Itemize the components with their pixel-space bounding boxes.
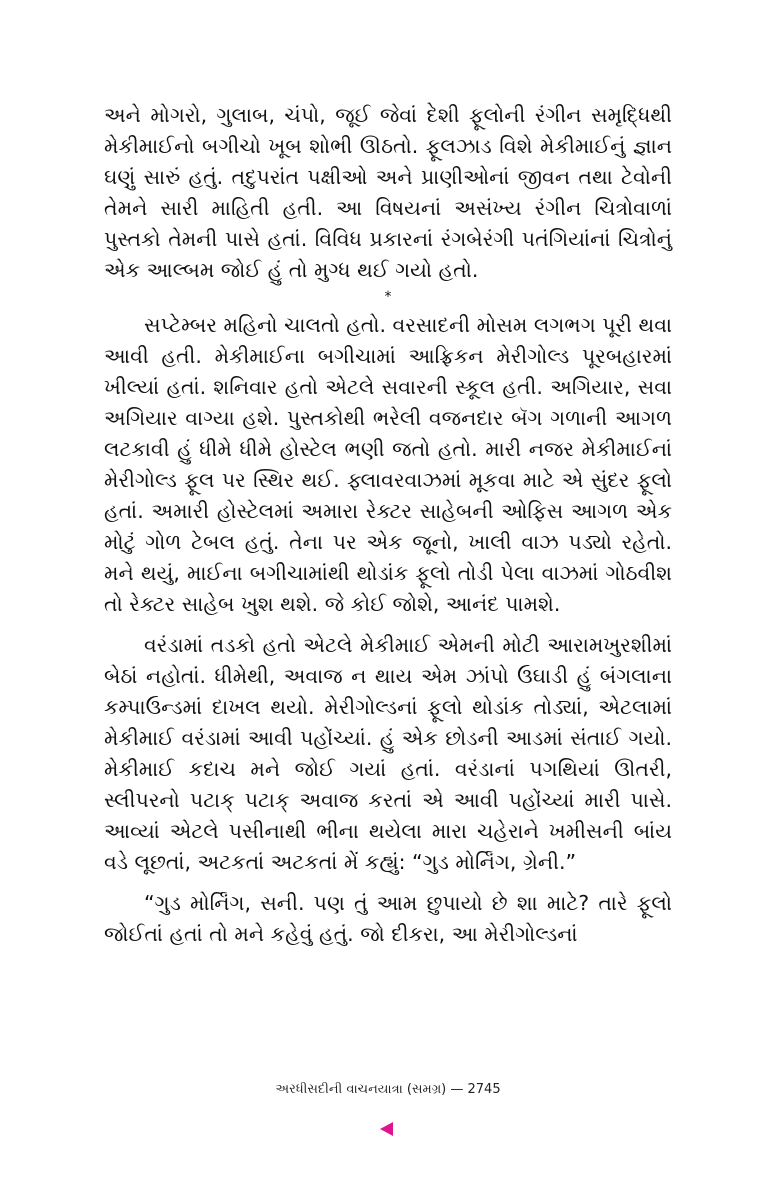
paragraph-2: સપ્ટેમ્બર મહિનો ચાલતો હતો. વરસાદની મોસમ લગભગ પૂરી થવા આવી હતી. મેકીમાઈના બગીચામાં આફ્રિકન મેરીગોલ્ડ પૂરબહારમાં ખીલ્યાં હતાં. શનિવાર હતો એટલે સવારની સ્કૂલ હતી. અગિયાર, સવા અગિયાર વાગ્યા હશે. પુસ્તકોથી ભરેલી વજનદાર બૅગ ગળાની આગળ લટકાવી હું ધીમે ધીમે હોસ્ટેલ ભણી જતો હતો. મારી નજર મેકીમાઈનાં મેરીગોલ્ડ ફૂલ પર સ્થિર થઈ. ફ્લાવરવાઝમાં મૂકવા માટે એ સુંદર ફૂલો હતાં. અમારી હોસ્ટેલમાં અમારા રેક્ટર સાહેબની ઓફિસ આગળ એક મોટું ગોળ ટેબલ હતું. તેના પર એક જૂનો, ખાલી વાઝ પડ્યો રહેતો. મને થયું, માઈના બગીચામાંથી થોડાંક ફૂલો તોડી પેલા વાઝમાં ગોઠવીશ તો રેક્ટર સાહેબ ખુશ થશે. જે કોઈ જોશે, આનંદ પામશે. — [104, 313, 672, 616]
previous-page-arrow-icon[interactable] — [380, 1122, 393, 1136]
paragraph-1: અને મોગરો, ગુલાબ, ચંપો, જૂઈ જેવાં દેશી ફૂલોની રંગીન સમૃદ્ધિથી મેકીમાઈનો બગીચો ખૂબ શોભી ઊઠતો. ફૂલઝાડ વિશે મેકીમાઈનું જ્ઞાન ઘણું સારું હતું. તદુપરાંત પક્ષીઓ અને પ્રાણીઓનાં જીવન તથા ટેવોની તેમને સારી માહિતી હતી. આ વિષયનાં અસંખ્ય રંગીન ચિત્રોવાળાં પુસ્તકો તેમની પાસે હતાં. વિવિધ પ્રકારનાં રંગબેરંગી પતંગિયાંનાં ચિત્રોનું એક આલ્બમ જોઈ હું તો મુગ્ધ થઈ ગયો હતો. — [104, 103, 672, 282]
section-separator: * — [384, 289, 392, 305]
paragraph-3: વરંડામાં તડકો હતો એટલે મેકીમાઈ એમની મોટી આરામખુરશીમાં બેઠાં નહોતાં. ધીમેથી, અવાજ ન થાય એમ ઝાંપો ઉઘાડી હું બંગલાના કમ્પાઉન્ડમાં દાખલ થયો. મેરીગોલ્ડનાં ફૂલો થોડાંક તોડ્યાં, એટલામાં મેકીમાઈ વરંડામાં આવી પહોંચ્યાં. હું એક છોડની આડમાં સંતાઈ ગયો. મેકીમાઈ કદાચ મને જોઈ ગયાં હતાં. વરંડાનાં પગથિયાં ઊતરી, સ્લીપરનો પટાક્ પટાક્ અવાજ કરતાં એ આવી પહોંચ્યાં મારી પાસે. આવ્યાં એટલે પસીનાથી ભીના થયેલા મારા ચહેરાને ખમીસની બાંય વડે લૂછતાં, અટકતાં અટકતાં મેં કહ્યું: “ગુડ મોર્નિંગ, ગ્રેની.” — [104, 633, 672, 874]
page-footer: અરધીસદીની વાચનયાત્રા (સમગ્ર) — 2745 — [275, 1082, 501, 1097]
paragraph-4: “ગુડ મોર્નિંગ, સની. પણ તું આમ છુપાયો છે શા માટે? તારે ફૂલો જોઈતાં હતાં તો મને કહેવું હતું. જો દીકરા, આ મેરીગોલ્ડનાં — [104, 891, 672, 946]
page-body — [104, 100, 672, 950]
